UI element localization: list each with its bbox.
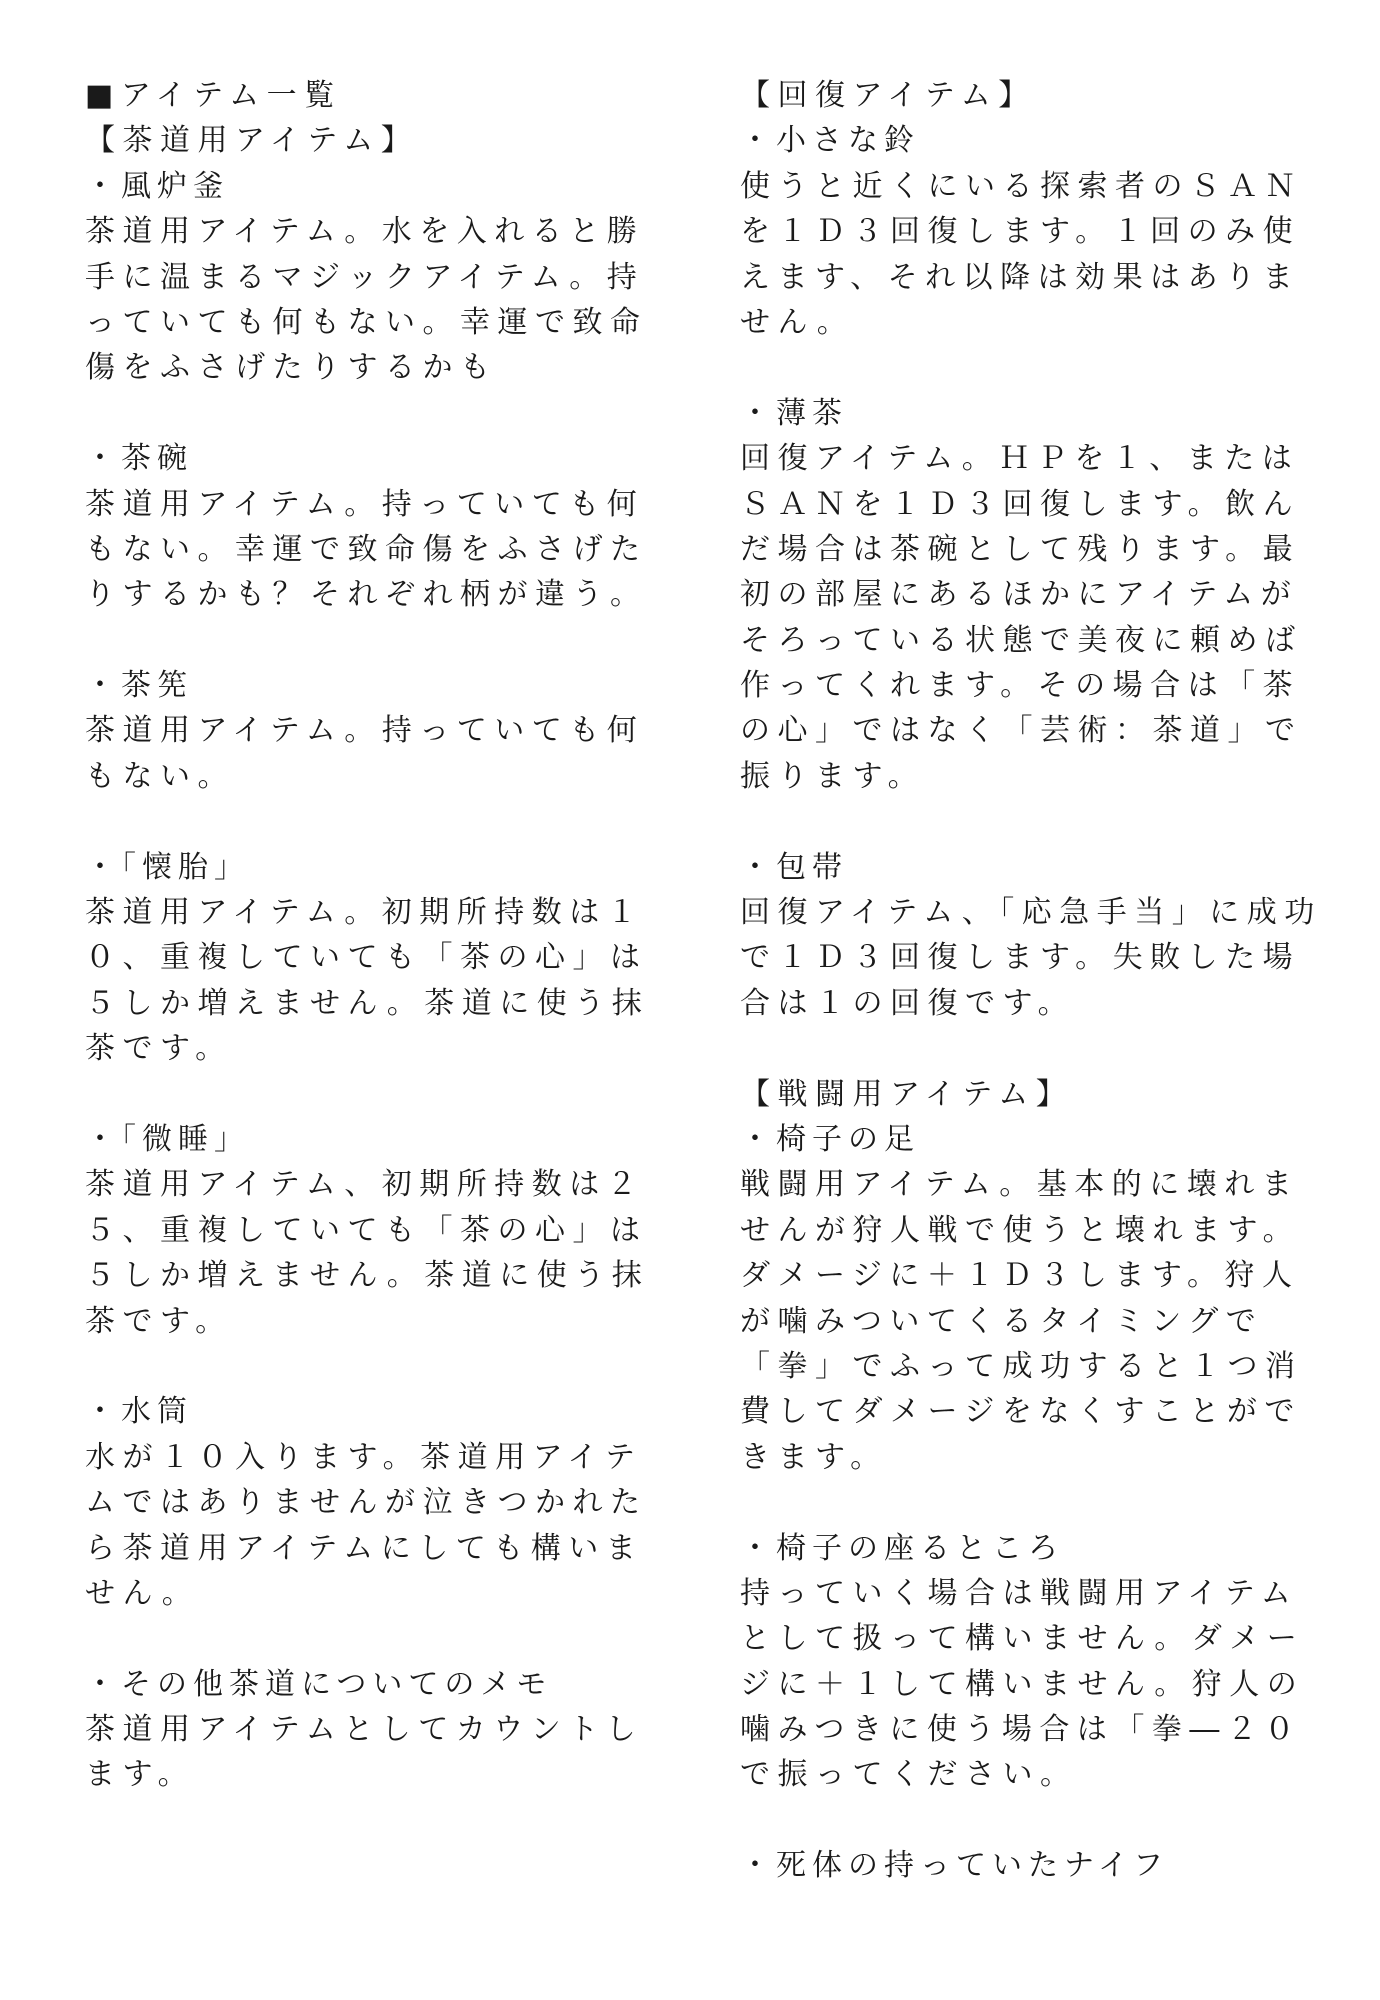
blank-line: [740, 1480, 1320, 1525]
body-text-line: ジに＋１して構いません。狩人の: [740, 1666, 1305, 1702]
item-title: ・水筒: [85, 1394, 193, 1430]
item-title: ・包帯: [740, 849, 848, 885]
body-text-line: 茶道用アイテム。持っていても何: [85, 486, 645, 522]
body-text-line: ムではありませんが泣きつかれた: [85, 1485, 648, 1521]
body-text-line: ＳＡＮを１Ｄ３回復します。飲ん: [740, 486, 1301, 522]
body-text-line: ら茶道用アイテムにしても構いま: [85, 1530, 644, 1566]
body-text-line: もない。幸運で致命傷をふさげた: [85, 531, 648, 567]
body-text-line: ０、重複していても「茶の心」は: [85, 940, 648, 976]
body-text-line: っていても何もない。幸運で致命: [85, 304, 648, 340]
body-text-line: 回復アイテム。ＨＰを１、または: [740, 441, 1300, 477]
body-text-line: 費してダメージをなくすことがで: [740, 1394, 1302, 1430]
body-text-line: 噛みつきに使う場合は「拳―２０: [740, 1712, 1302, 1748]
body-text-line: もない。: [85, 758, 235, 794]
body-text-line: が噛みついてくるタイミングで: [740, 1303, 1264, 1339]
body-text-line: として扱って構いません。ダメー: [740, 1621, 1305, 1657]
body-text-line: せんが狩人戦で使うと壊れます。: [740, 1212, 1301, 1248]
body-text-line: 茶道用アイテムとしてカウントし: [85, 1712, 644, 1748]
body-text-line: の心」ではなく「芸術：茶道」で: [740, 713, 1303, 749]
body-text-line: 茶道用アイテム。水を入れると勝: [85, 214, 645, 250]
item-title: ・死体の持っていたナイフ: [740, 1848, 1169, 1884]
body-text-line: 傷をふさげたりするかも: [85, 350, 498, 386]
body-text-line: りするかも？それぞれ柄が違う。: [85, 577, 648, 613]
section-heading: 【茶道用アイテム】: [85, 123, 419, 159]
body-text-line: せん。: [85, 1575, 200, 1611]
item-title: ・小さな鈴: [740, 123, 920, 159]
body-text-line: 使うと近くにいる探索者のＳＡＮ: [740, 168, 1303, 204]
body-text-line: ダメージに＋１Ｄ３します。狩人: [740, 1258, 1300, 1294]
body-text-line: 茶です。: [85, 1031, 233, 1067]
blank-line: [85, 618, 665, 663]
body-text-line: 水が１０入ります。茶道用アイテ: [85, 1439, 643, 1475]
blank-line: [85, 1344, 665, 1389]
body-text-line: ５、重複していても「茶の心」は: [85, 1212, 648, 1248]
body-text-line: で振ってください。: [740, 1757, 1078, 1793]
body-text-line: えます、それ以降は効果はありま: [740, 259, 1301, 295]
item-title: ・茶筅: [85, 668, 193, 704]
body-text-line: せん。: [740, 304, 855, 340]
body-text-line: そろっている状態で美夜に頼めば: [740, 622, 1303, 658]
body-text-line: 振ります。: [740, 758, 926, 794]
item-title: ・その他茶道についてのメモ: [85, 1666, 553, 1702]
body-text-line: を１Ｄ３回復します。１回のみ使: [740, 214, 1301, 250]
blank-line: [740, 345, 1320, 390]
blank-line: [740, 1798, 1320, 1843]
body-text-line: だ場合は茶碗として残ります。最: [740, 531, 1301, 567]
body-text-line: 戦闘用アイテム。基本的に壊れま: [740, 1167, 1300, 1203]
item-title: ・「微睡」: [85, 1121, 250, 1157]
body-text-line: 茶道用アイテム、初期所持数は２: [85, 1167, 645, 1203]
item-title: ・椅子の座るところ: [740, 1530, 1064, 1566]
body-text-line: 茶です。: [85, 1303, 233, 1339]
section-heading: 【回復アイテム】: [740, 78, 1036, 113]
blank-line: [740, 1026, 1320, 1071]
body-text-line: 茶道用アイテム。初期所持数は１: [85, 895, 645, 931]
item-title: ・「懐胎」: [85, 849, 250, 885]
item-title: ・椅子の足: [740, 1121, 920, 1157]
blank-line: [740, 799, 1320, 844]
blank-line: [85, 1616, 665, 1661]
left-column: [85, 73, 665, 1798]
body-text-line: 回復アイテム、「応急手当」に成功: [740, 895, 1322, 931]
body-text-line: 「拳」でふって成功すると１つ消: [740, 1348, 1303, 1384]
body-text-line: ます。: [85, 1757, 196, 1793]
body-text-line: で１Ｄ３回復します。失敗した場: [740, 940, 1301, 976]
item-title: ・風炉釜: [85, 168, 229, 204]
body-text-line: 作ってくれます。その場合は「茶: [740, 668, 1301, 704]
blank-line: [85, 391, 665, 436]
body-text-line: 手に温まるマジックアイテム。持: [85, 259, 645, 295]
blank-line: [85, 1072, 665, 1117]
right-column: [740, 73, 1320, 1889]
body-text-line: 茶道用アイテム。持っていても何: [85, 713, 645, 749]
item-title: ・茶碗: [85, 441, 193, 477]
body-text-line: ５しか増えません。茶道に使う抹: [85, 985, 650, 1021]
body-text-line: 持っていく場合は戦闘用アイテム: [740, 1575, 1299, 1611]
item-title: ・薄茶: [740, 395, 848, 431]
body-text-line: きます。: [740, 1439, 888, 1475]
page-title: ■アイテム一覧: [85, 78, 342, 113]
blank-line: [85, 799, 665, 844]
body-text-line: 合は１の回復です。: [740, 985, 1076, 1021]
body-text-line: ５しか増えません。茶道に使う抹: [85, 1258, 650, 1294]
section-heading: 【戦闘用アイテム】: [740, 1076, 1074, 1112]
body-text-line: 初の部屋にあるほかにアイテムが: [740, 577, 1299, 613]
